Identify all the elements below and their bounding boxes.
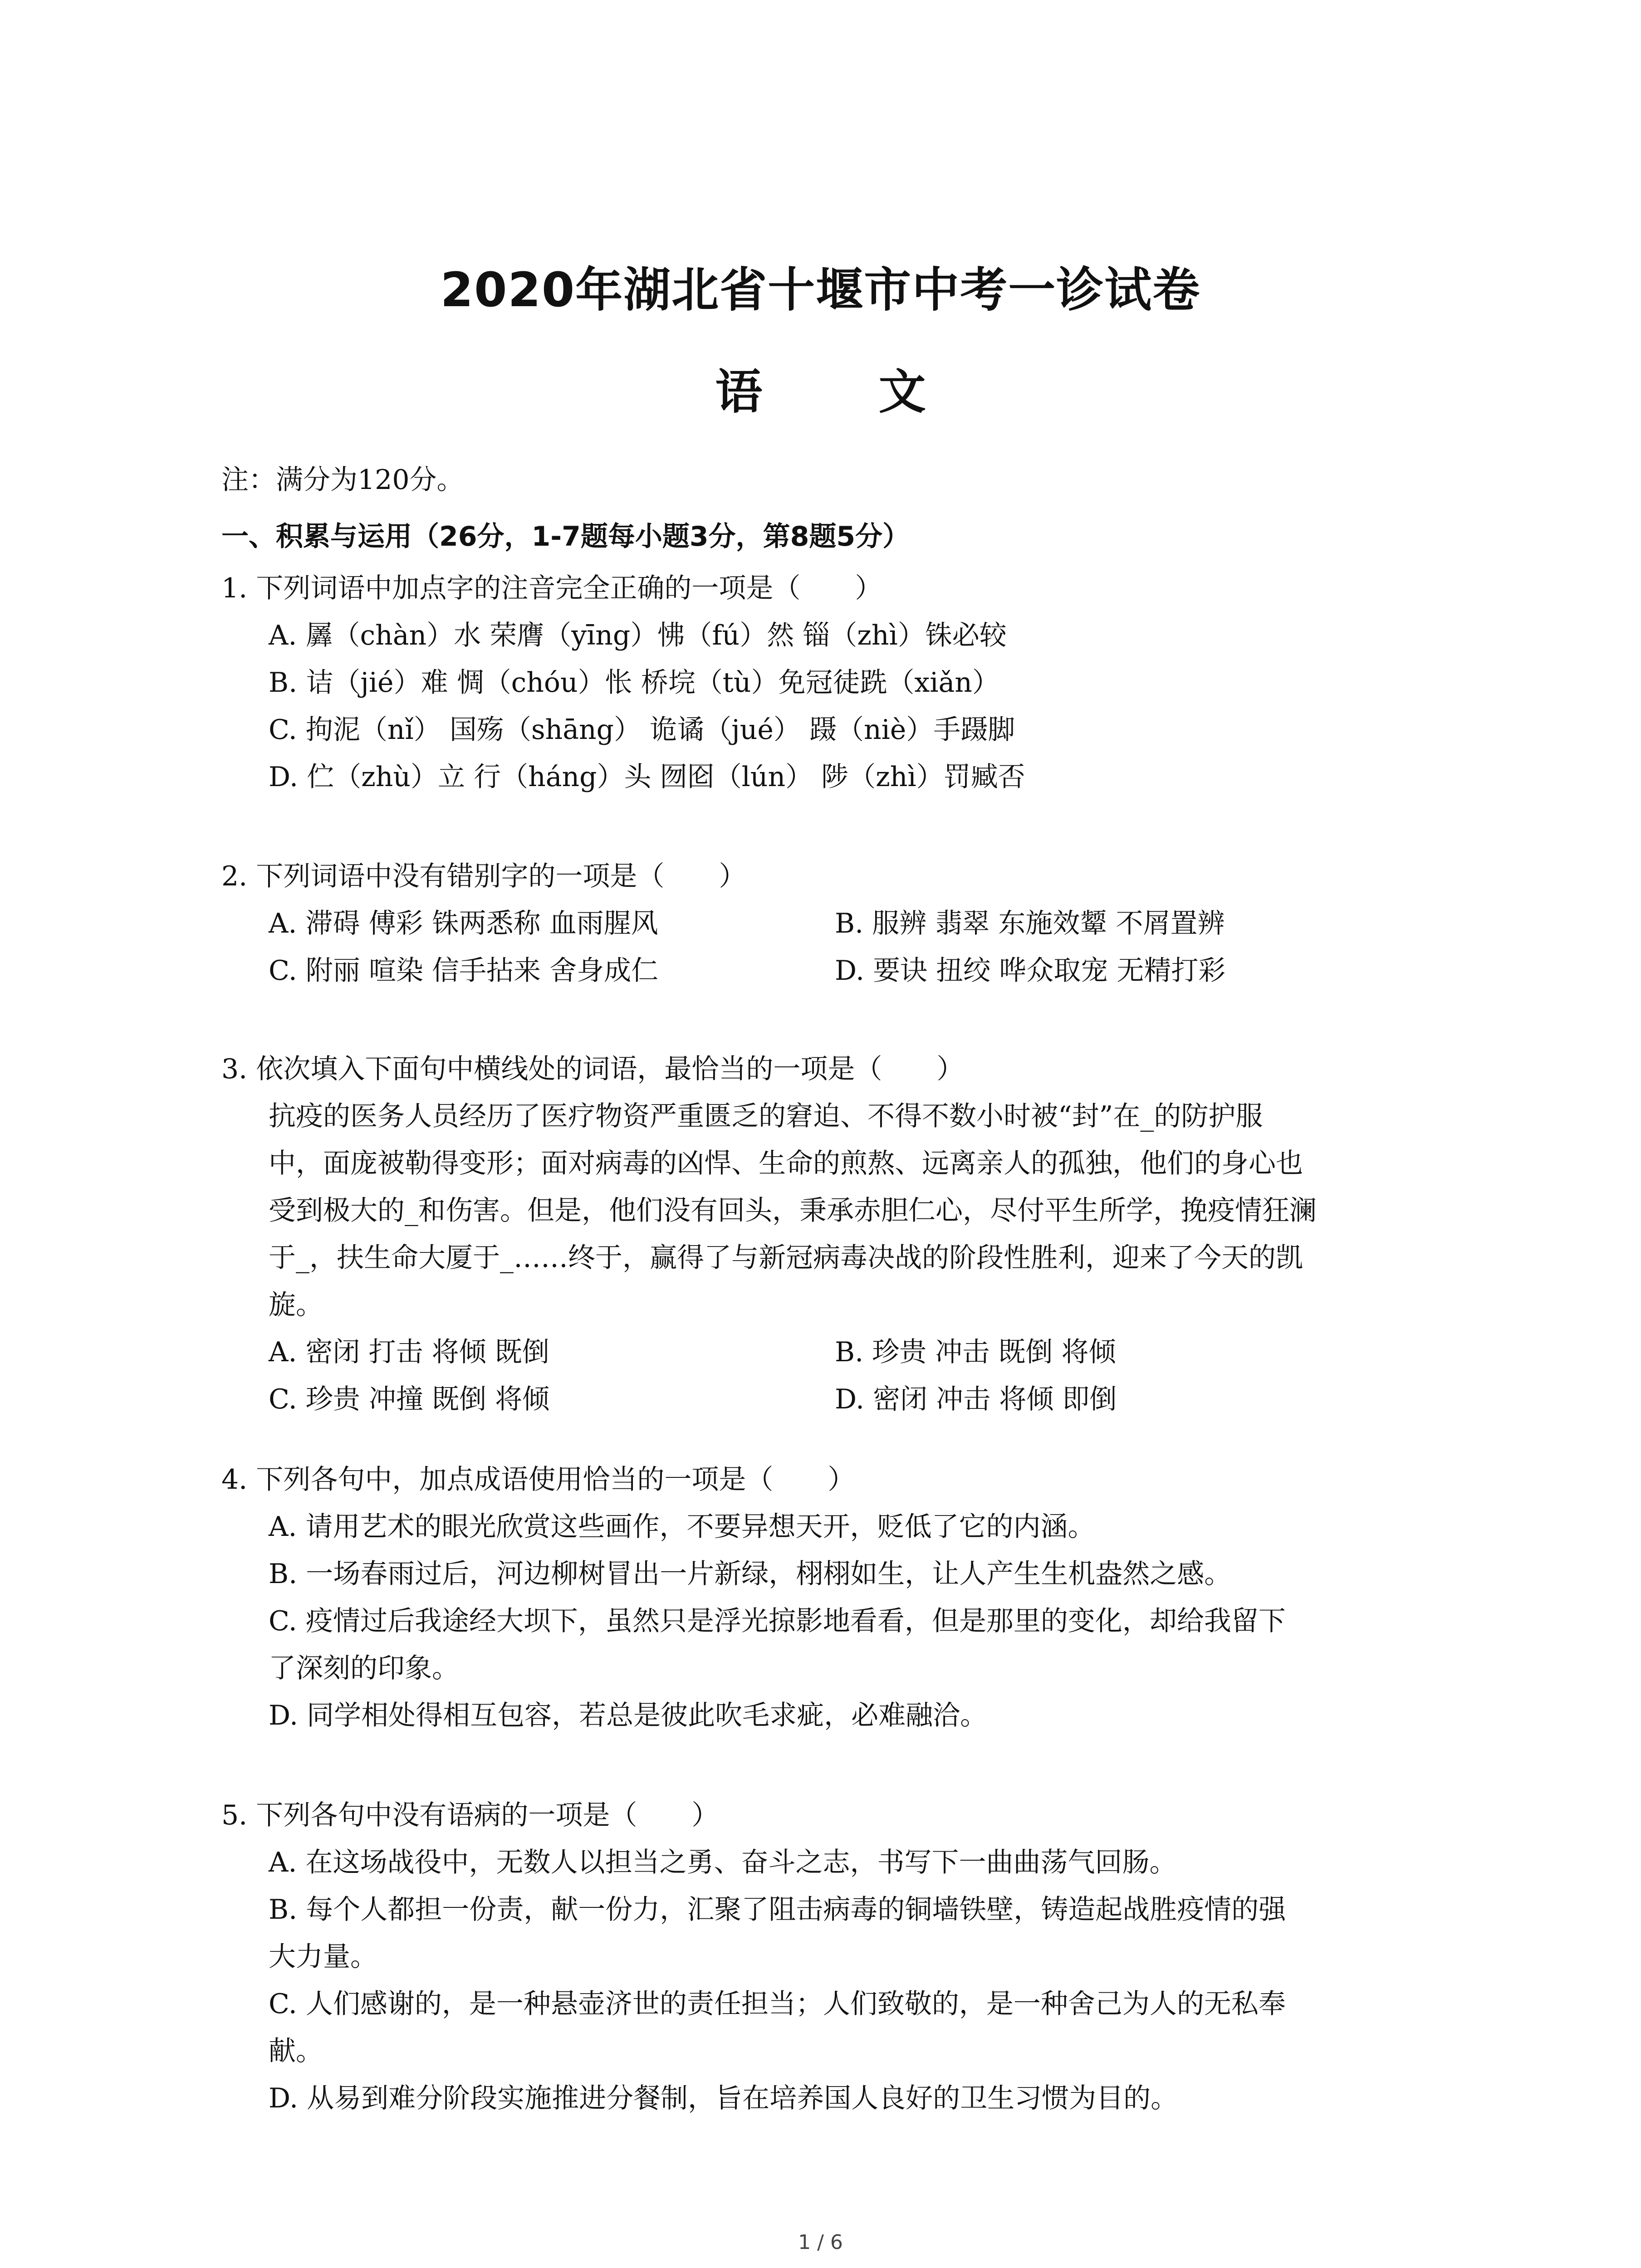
options-grid (269, 900, 1446, 994)
option-d: D. 密闭 冲击 将倾 即倒 (835, 1383, 1117, 1415)
options-grid (269, 1329, 1446, 1423)
passage-line: 中，面庞被勒得变形；面对病毒的凶悍、生命的煎熬、远离亲人的孤独，他们的身心也 (269, 1148, 1303, 1179)
passage-line: 旋。 (269, 1289, 323, 1321)
option-c-continued: 献。 (269, 2035, 323, 2067)
question-stem: 1. 下列词语中加点字的注音完全正确的一项是（ ） (221, 572, 882, 604)
option-a: A. 滞碍 傅彩 铢两悉称 血雨腥风 (269, 908, 658, 939)
passage-line: 抗疫的医务人员经历了医疗物资严重匮乏的窘迫、不得不数小时被“封”在_的防护服 (269, 1100, 1263, 1132)
option-c: C. 疫情过后我途经大坝下，虽然只是浮光掠影地看看，但是那里的变化，却给我留下 (269, 1605, 1286, 1637)
option-c-continued: 了深刻的印象。 (269, 1652, 459, 1684)
option-c: C. 附丽 喧染 信手拈来 舍身成仁 (269, 955, 659, 987)
score-note: 注：满分为120分。 (221, 464, 464, 496)
option-b: B. 诘（jié）难 惆（chóu）怅 桥垸（tù）免冠徒跣（xiǎn） (269, 667, 999, 699)
question-stem: 3. 依次填入下面句中横线处的词语，最恰当的一项是（ ） (221, 1053, 964, 1085)
option-a: A. 密闭 打击 将倾 既倒 (269, 1336, 549, 1368)
question-3 (221, 1046, 1446, 1423)
option-b: B. 珍贵 冲击 既倒 将倾 (835, 1336, 1116, 1368)
passage-line: 于_，扶生命大厦于_……终于，赢得了与新冠病毒决战的阶段性胜利，迎来了今天的凯 (269, 1242, 1303, 1274)
option-b: B. 服辨 翡翠 东施效颦 不屑置辨 (835, 908, 1225, 939)
option-b-continued: 大力量。 (269, 1941, 377, 1973)
exam-title: 2020年湖北省十堰市中考一诊试卷 (440, 262, 1201, 318)
option-c: C. 拘泥（nǐ） 国殇（shāng） 诡谲（jué） 蹑（niè）手蹑脚 (269, 714, 1015, 746)
passage-line: 受到极大的_和伤害。但是，他们没有回头，秉承赤胆仁心，尽付平生所学，挽疫情狂澜 (269, 1195, 1317, 1227)
question-1 (221, 565, 1446, 801)
question-2 (221, 853, 1446, 994)
option-b: B. 每个人都担一份责，献一份力，汇聚了阻击病毒的铜墙铁壁，铸造起战胜疫情的强 (269, 1894, 1286, 1926)
option-a: A. 请用艺术的眼光欣赏这些画作，不要异想天开，贬低了它的内涵。 (269, 1511, 1095, 1543)
option-a: A. 在这场战役中，无数人以担当之勇、奋斗之志，书写下一曲曲荡气回肠。 (269, 1847, 1177, 1878)
option-d: D. 要诀 扭绞 哗众取宠 无精打彩 (835, 955, 1226, 987)
section-heading: 一、积累与运用（26分，1-7题每小题3分，第8题5分） (221, 521, 910, 552)
question-5 (221, 1792, 1446, 2122)
option-d: D. 从易到难分阶段实施推进分餐制，旨在培养国人良好的卫生习惯为目的。 (269, 2082, 1178, 2114)
subject-heading: 语 文 (715, 364, 976, 420)
question-stem: 2. 下列词语中没有错别字的一项是（ ） (221, 860, 746, 892)
option-c: C. 珍贵 冲撞 既倒 将倾 (269, 1383, 550, 1415)
option-d: D. 伫（zhù）立 行（háng）头 囫囵（lún） 陟（zhì）罚臧否 (269, 761, 1025, 793)
question-stem: 5. 下列各句中没有语病的一项是（ ） (221, 1799, 719, 1831)
option-b: B. 一场春雨过后，河边柳树冒出一片新绿，栩栩如生，让人产生生机盎然之感。 (269, 1558, 1232, 1590)
option-a: A. 羼（chàn）水 荣膺（yīng）怫（fú）然 锱（zhì）铢必较 (269, 620, 1007, 651)
option-c: C. 人们感谢的，是一种悬壶济世的责任担当；人们致敬的，是一种舍己为人的无私奉 (269, 1988, 1286, 2020)
option-d: D. 同学相处得相互包容，若总是彼此吹毛求疵，必难融洽。 (269, 1700, 988, 1731)
question-4 (221, 1456, 1446, 1739)
page-number: 1 / 6 (798, 2231, 843, 2254)
question-stem: 4. 下列各句中，加点成语使用恰当的一项是（ ） (221, 1464, 855, 1496)
